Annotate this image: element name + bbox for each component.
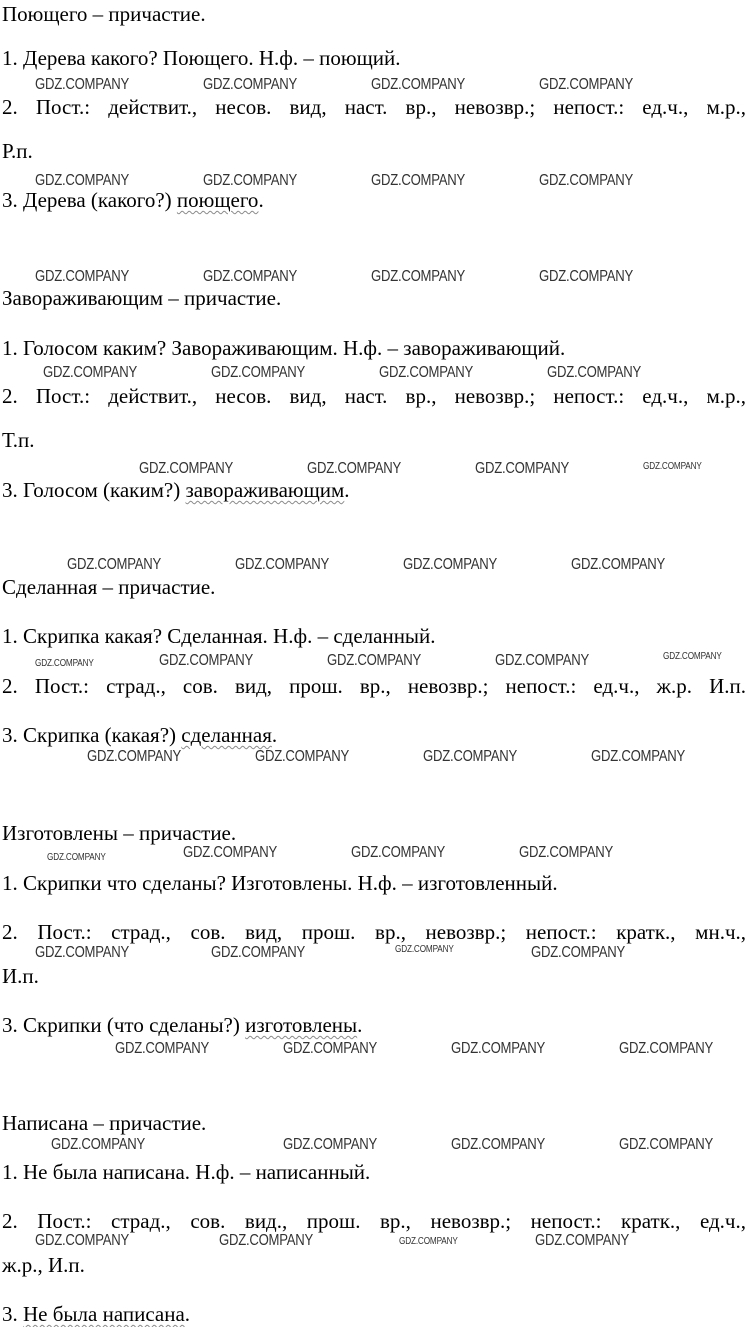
watermark-text: GDZ.COMPANY (35, 172, 130, 189)
watermark-text: GDZ.COMPANY (139, 460, 234, 477)
block3-heading: Сделанная – причастие. (2, 575, 216, 599)
watermark-row (0, 1040, 746, 1060)
watermark-text: GDZ.COMPANY (495, 652, 590, 669)
block4-line3-prefix: 3. Скрипки (что сделаны?) (2, 1013, 246, 1037)
block1-line3-prefix: 3. Дерева (какого?) (2, 188, 177, 212)
block4-line1: 1. Скрипки что сделаны? Изготовлены. Н.ф. – изготовленный. (2, 871, 558, 895)
block5-line3 (2, 1302, 746, 1326)
watermark-text: GDZ.COMPANY (475, 460, 570, 477)
watermark-text: GDZ.COMPANY (115, 1040, 210, 1057)
watermark-text: GDZ.COMPANY (51, 1136, 146, 1153)
watermark-text: GDZ.COMPANY (531, 944, 626, 961)
watermark-text: GDZ.COMPANY (395, 944, 454, 955)
block4-underlined-word: изготовлены (245, 1013, 358, 1037)
watermark-text: GDZ.COMPANY (203, 172, 298, 189)
block3-underlined-word: сделанная (181, 723, 272, 747)
watermark-text: GDZ.COMPANY (663, 651, 722, 662)
watermark-row (0, 76, 746, 96)
watermark-text: GDZ.COMPANY (35, 658, 94, 669)
block4-line2-cont: И.п. (2, 964, 39, 988)
block1-line1: 1. Дерева какого? Поющего. Н.ф. – поющий. (2, 46, 401, 70)
watermark-text: GDZ.COMPANY (235, 556, 330, 573)
block2-line2-cont: Т.п. (2, 428, 35, 452)
block1-heading: Поющего – причастие. (2, 2, 206, 26)
watermark-row (0, 652, 746, 672)
watermark-text: GDZ.COMPANY (591, 748, 686, 765)
block2-underlined-word: завораживающим (185, 478, 345, 502)
watermark-text: GDZ.COMPANY (67, 556, 162, 573)
block5-underlined-word: Не была написана (23, 1302, 185, 1326)
watermark-text: GDZ.COMPANY (379, 364, 474, 381)
watermark-text: GDZ.COMPANY (451, 1040, 546, 1057)
watermark-row (0, 748, 746, 768)
watermark-text: GDZ.COMPANY (371, 172, 466, 189)
block1-underlined-word: поющего (176, 188, 259, 212)
watermark-text: GDZ.COMPANY (571, 556, 666, 573)
watermark-text: GDZ.COMPANY (211, 944, 306, 961)
block3-line3-prefix: 3. Скрипка (какая?) (2, 723, 182, 747)
block2-line3 (2, 478, 746, 502)
watermark-text: GDZ.COMPANY (403, 556, 498, 573)
watermark-text: GDZ.COMPANY (619, 1040, 714, 1057)
watermark-text: GDZ.COMPANY (539, 76, 634, 93)
watermark-row (0, 172, 746, 192)
watermark-text: GDZ.COMPANY (539, 268, 634, 285)
watermark-row (0, 1232, 746, 1252)
watermark-text: GDZ.COMPANY (619, 1136, 714, 1153)
block3-line1: 1. Скрипка какая? Сделанная. Н.ф. – сделанный. (2, 624, 436, 648)
watermark-text: GDZ.COMPANY (159, 652, 254, 669)
watermark-row (0, 268, 746, 288)
block2-line3-suffix: . (344, 478, 350, 502)
block3-line3 (2, 723, 746, 747)
watermark-text: GDZ.COMPANY (47, 852, 106, 863)
block5-line3-suffix: . (184, 1302, 191, 1326)
block4-heading: Изготовлены – причастие. (2, 821, 237, 845)
block2-heading: Завораживающим – причастие. (2, 286, 282, 310)
watermark-text: GDZ.COMPANY (211, 364, 306, 381)
block2-line2: 2. Пост.: действит., несов. вид, наст. вр., невозвр.; непост.: ед.ч., м.р., (2, 384, 746, 408)
watermark-text: GDZ.COMPANY (219, 1232, 314, 1249)
watermark-row (0, 556, 746, 576)
block5-line3-prefix: 3. (2, 1302, 23, 1326)
block1-line2: 2. Пост.: действит., несов. вид, наст. вр., невозвр.; непост.: ед.ч., м.р., (2, 95, 746, 119)
watermark-text: GDZ.COMPANY (399, 1236, 458, 1247)
watermark-row (0, 1136, 746, 1156)
watermark-text: GDZ.COMPANY (539, 172, 634, 189)
watermark-text: GDZ.COMPANY (255, 748, 350, 765)
block3-line3-suffix: . (271, 723, 278, 747)
watermark-text: GDZ.COMPANY (451, 1136, 546, 1153)
watermark-text: GDZ.COMPANY (519, 844, 614, 861)
watermark-row (0, 364, 746, 384)
watermark-text: GDZ.COMPANY (35, 944, 130, 961)
block5-line1: 1. Не была написана. Н.ф. – написанный. (2, 1160, 371, 1184)
watermark-text: GDZ.COMPANY (327, 652, 422, 669)
block5-line2: 2. Пост.: страд., сов. вид., прош. вр., невозвр.; непост.: кратк., ед.ч., (2, 1209, 746, 1233)
block4-line3-suffix: . (357, 1013, 363, 1037)
block5-heading: Написана – причастие. (2, 1111, 207, 1135)
watermark-text: GDZ.COMPANY (547, 364, 642, 381)
watermark-text: GDZ.COMPANY (643, 461, 702, 472)
block2-line1: 1. Голосом каким? Завораживающим. Н.ф. – завораживающий. (2, 336, 566, 360)
watermark-text: GDZ.COMPANY (283, 1136, 378, 1153)
watermark-text: GDZ.COMPANY (43, 364, 138, 381)
block4-line3 (2, 1013, 746, 1037)
watermark-text: GDZ.COMPANY (371, 268, 466, 285)
watermark-text: GDZ.COMPANY (183, 844, 278, 861)
watermark-text: GDZ.COMPANY (203, 76, 298, 93)
watermark-row (0, 844, 746, 864)
block2-line3-prefix: 3. Голосом (каким?) (2, 478, 186, 502)
watermark-text: GDZ.COMPANY (535, 1232, 630, 1249)
watermark-text: GDZ.COMPANY (35, 76, 130, 93)
watermark-text: GDZ.COMPANY (283, 1040, 378, 1057)
block5-line2-cont: ж.р., И.п. (2, 1253, 85, 1277)
watermark-text: GDZ.COMPANY (35, 268, 130, 285)
watermark-text: GDZ.COMPANY (423, 748, 518, 765)
watermark-row (0, 460, 746, 480)
watermark-text: GDZ.COMPANY (371, 76, 466, 93)
watermark-row (0, 944, 746, 964)
watermark-text: GDZ.COMPANY (35, 1232, 130, 1249)
block3-line2: 2. Пост.: страд., сов. вид, прош. вр., невозвр.; непост.: ед.ч., ж.р. И.п. (2, 674, 746, 698)
block1-line2-cont: Р.п. (2, 139, 33, 163)
watermark-text: GDZ.COMPANY (87, 748, 182, 765)
block4-line2: 2. Пост.: страд., сов. вид, прош. вр., невозвр.; непост.: кратк., мн.ч., (2, 920, 746, 944)
block1-line3-suffix: . (258, 188, 264, 212)
watermark-text: GDZ.COMPANY (351, 844, 446, 861)
watermark-text: GDZ.COMPANY (203, 268, 298, 285)
watermark-text: GDZ.COMPANY (307, 460, 402, 477)
